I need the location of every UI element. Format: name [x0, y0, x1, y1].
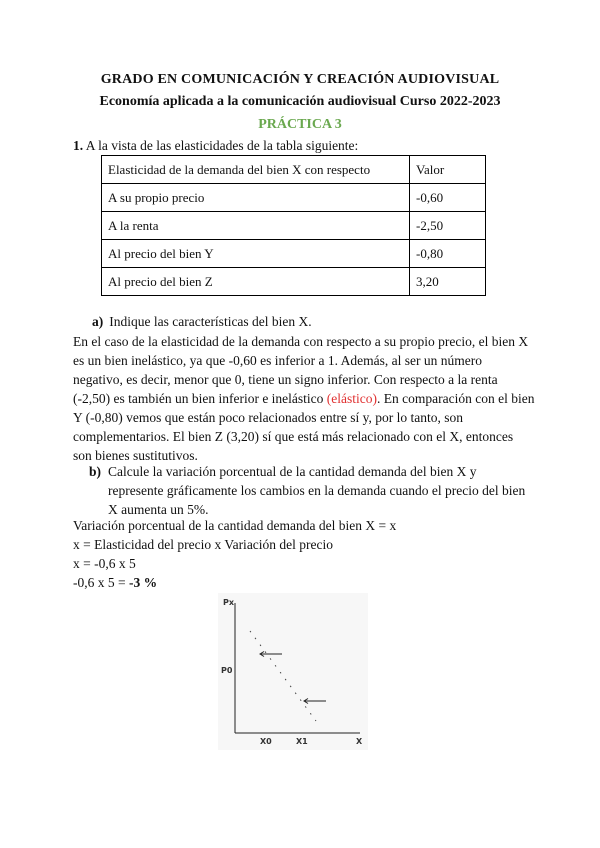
table-cell: A su propio precio — [102, 184, 410, 212]
question-1-text: A la vista de las elasticidades de la tabla siguiente: — [85, 138, 359, 153]
question-1-number: 1. — [73, 138, 84, 153]
table-row — [102, 212, 486, 240]
part-a-answer — [73, 332, 535, 465]
answer-correction: (elástico) — [326, 391, 378, 406]
practice-title: PRÁCTICA 3 — [258, 117, 342, 132]
table-row — [102, 268, 486, 296]
table-header-cell: Elasticidad de la demanda del bien X con respecto — [102, 156, 410, 184]
table-cell: -0,80 — [410, 240, 486, 268]
calc-line-4-prefix: -0,6 x 5 = — [73, 575, 129, 590]
elasticity-table — [101, 155, 486, 296]
table-cell: Al precio del bien Y — [102, 240, 410, 268]
table-cell: 3,20 — [410, 268, 486, 296]
table-cell: Al precio del bien Z — [102, 268, 410, 296]
part-a-label: a) — [92, 314, 104, 329]
course-title: Economía aplicada a la comunicación audiovisual Curso 2022-2023 — [99, 94, 501, 109]
table-cell: A la renta — [102, 212, 410, 240]
y-axis-label: Px — [223, 598, 235, 607]
table-row — [102, 184, 486, 212]
answer-text: En el caso de la elasticidad de la demanda con respecto a su propio precio, el bien X es un bien inelástico, ya que -0,60 es inferior a 1. Además, al ser un número negativo, es decir, menor que 0, tiene un signo inferior. Con respecto a la renta (-2,50) es también un bien inferior e inelástico — [73, 334, 529, 406]
table-header-cell: Valor — [410, 156, 486, 184]
calc-line-3: x = -0,6 x 5 — [73, 556, 136, 571]
x0-label: X0 — [260, 737, 272, 746]
price-label: P0 — [221, 666, 233, 675]
part-b-question-text: Calcule la variación porcentual de la cantidad demanda del bien X y represente gráficamente los cambios en la demanda cuando el precio del bien X aumenta un 5%. — [108, 464, 526, 517]
answer-text-continued: . En comparación con el bien Y (-0,80) vemos que están poco relacionados entre sí y, por lo tanto, son complementarios. El bien Z (3,20) sí que está más relacionado con el X, entonces son bienes sustitutivos. — [73, 391, 535, 463]
x-axis-label: X — [356, 737, 363, 746]
part-a-question — [92, 314, 312, 330]
calc-line-2: x = Elasticidad del precio x Variación del precio — [73, 537, 334, 552]
degree-title: GRADO EN COMUNICACIÓN Y CREACIÓN AUDIOVISUAL — [100, 72, 500, 87]
table-cell: -2,50 — [410, 212, 486, 240]
table-header-row — [102, 156, 486, 184]
x1-label: X1 — [296, 737, 308, 746]
calc-line-1: Variación porcentual de la cantidad demanda del bien X = x — [73, 518, 397, 533]
question-1 — [73, 138, 358, 154]
table-row — [102, 240, 486, 268]
calc-line-4 — [73, 575, 157, 591]
demand-graph — [218, 593, 368, 750]
calc-result: -3 % — [128, 575, 158, 590]
table-cell: -0,60 — [410, 184, 486, 212]
part-b-label: b) — [89, 464, 102, 479]
part-a-question-text: Indique las características del bien X. — [109, 314, 312, 329]
